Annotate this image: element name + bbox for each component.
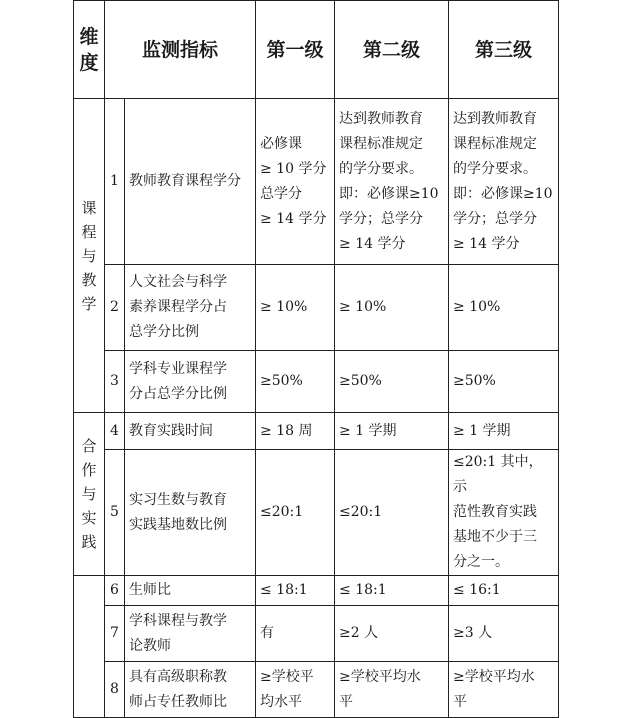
level-2-cell: ≤ 18:1 [335, 576, 449, 606]
level-3-cell: ≥50% [449, 351, 559, 413]
header-level-1: 第一级 [256, 1, 335, 99]
table-row [74, 662, 559, 718]
table-row [74, 576, 559, 606]
level-1-cell: ≥学校平 均水平 [256, 662, 335, 718]
indicator-cell: 实习生数与教育 实践基地数比例 [125, 450, 256, 576]
level-3-cell: ≥ 10% [449, 265, 559, 351]
indicator-cell: 学科专业课程学 分占总学分比例 [125, 351, 256, 413]
header-level-3: 第三级 [449, 1, 559, 99]
level-1-cell: ≥50% [256, 351, 335, 413]
document-page [73, 0, 559, 718]
header-indicator: 监测指标 [105, 1, 256, 99]
level-3-cell: ≥3 人 [449, 606, 559, 662]
group-unlabeled [74, 576, 105, 718]
header-row [74, 1, 559, 99]
level-1-cell: ≤20:1 [256, 450, 335, 576]
table-row [74, 450, 559, 576]
level-3-cell: 达到教师教育 课程标准规定 的学分要求。 即：必修课≥10 学分；总学分 ≥ 14 学分 [449, 99, 559, 265]
level-3-cell: ≥ 1 学期 [449, 413, 559, 450]
row-number: 4 [105, 413, 125, 450]
level-2-cell: ≤20:1 [335, 450, 449, 576]
group-cooperation-practice: 合 作 与 实 践 [74, 413, 105, 576]
level-2-cell: ≥ 1 学期 [335, 413, 449, 450]
row-number: 8 [105, 662, 125, 718]
row-number: 1 [105, 99, 125, 265]
level-3-cell: ≥学校平均水 平 [449, 662, 559, 718]
indicator-cell: 教师教育课程学分 [125, 99, 256, 265]
header-level-2: 第二级 [335, 1, 449, 99]
row-number: 3 [105, 351, 125, 413]
level-1-cell: ≤ 18:1 [256, 576, 335, 606]
indicator-cell: 人文社会与科学 素养课程学分占 总学分比例 [125, 265, 256, 351]
header-dimension: 维 度 [74, 1, 105, 99]
table-row [74, 413, 559, 450]
row-number: 2 [105, 265, 125, 351]
row-number: 7 [105, 606, 125, 662]
row-number: 5 [105, 450, 125, 576]
indicator-cell: 具有高级职称教 师占专任教师比 [125, 662, 256, 718]
indicator-cell: 教育实践时间 [125, 413, 256, 450]
level-1-cell: ≥ 18 周 [256, 413, 335, 450]
table-row [74, 351, 559, 413]
group-course-teaching: 课 程 与 教 学 [74, 99, 105, 413]
table-row [74, 265, 559, 351]
indicator-cell: 学科课程与教学 论教师 [125, 606, 256, 662]
table-row [74, 606, 559, 662]
level-2-cell: ≥ 10% [335, 265, 449, 351]
level-1-cell: ≥ 10% [256, 265, 335, 351]
table-row [74, 99, 559, 265]
level-1-cell: 有 [256, 606, 335, 662]
indicator-cell: 生师比 [125, 576, 256, 606]
level-2-cell: ≥学校平均水 平 [335, 662, 449, 718]
level-1-cell: 必修课 ≥ 10 学分 总学分 ≥ 14 学分 [256, 99, 335, 265]
level-2-cell: ≥2 人 [335, 606, 449, 662]
level-2-cell: 达到教师教育 课程标准规定 的学分要求。 即：必修课≥10 学分；总学分 ≥ 14 学分 [335, 99, 449, 265]
row-number: 6 [105, 576, 125, 606]
monitoring-indicator-table [73, 0, 559, 718]
level-3-cell: ≤ 16:1 [449, 576, 559, 606]
level-2-cell: ≥50% [335, 351, 449, 413]
level-3-cell: ≤20:1 其中，示 范性教育实践 基地不少于三 分之一。 [449, 450, 559, 576]
